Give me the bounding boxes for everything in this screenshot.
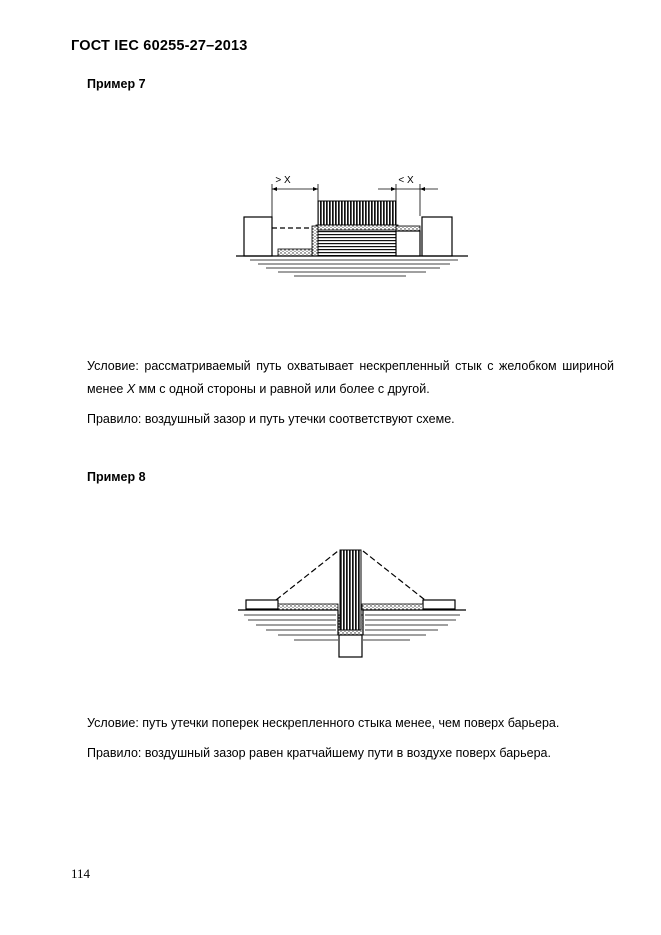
example-8-condition: Условие: путь утечки поперек нескрепленного стыка менее, чем поверх барьера. bbox=[87, 716, 560, 730]
example-8-figure bbox=[238, 545, 466, 660]
condition-text-start: Условие: рассматриваемый путь охватывает нескрепленный стык с желобком шириной менее bbox=[87, 359, 614, 396]
example-7-rule: Правило: воздушный зазор и путь утечки соответствуют схеме. bbox=[87, 412, 455, 426]
example-7-condition bbox=[87, 355, 614, 401]
dimension-label-less-than-x: < X bbox=[398, 175, 414, 186]
example-8-rule: Правило: воздушный зазор равен кратчайшему пути в воздухе поверх барьера. bbox=[87, 746, 551, 760]
dimension-label-greater-than-x: > X bbox=[275, 175, 291, 186]
condition-variable-x: X bbox=[126, 382, 136, 396]
example-8-title: Пример 8 bbox=[87, 470, 146, 484]
page-number: 114 bbox=[71, 866, 91, 881]
condition-text-end: мм с одной стороны и равной или более с другой. bbox=[135, 382, 430, 396]
example-7-figure bbox=[236, 168, 468, 280]
example-7-title: Пример 7 bbox=[87, 77, 146, 91]
document-header: ГОСТ IEC 60255-27–2013 bbox=[71, 38, 248, 54]
